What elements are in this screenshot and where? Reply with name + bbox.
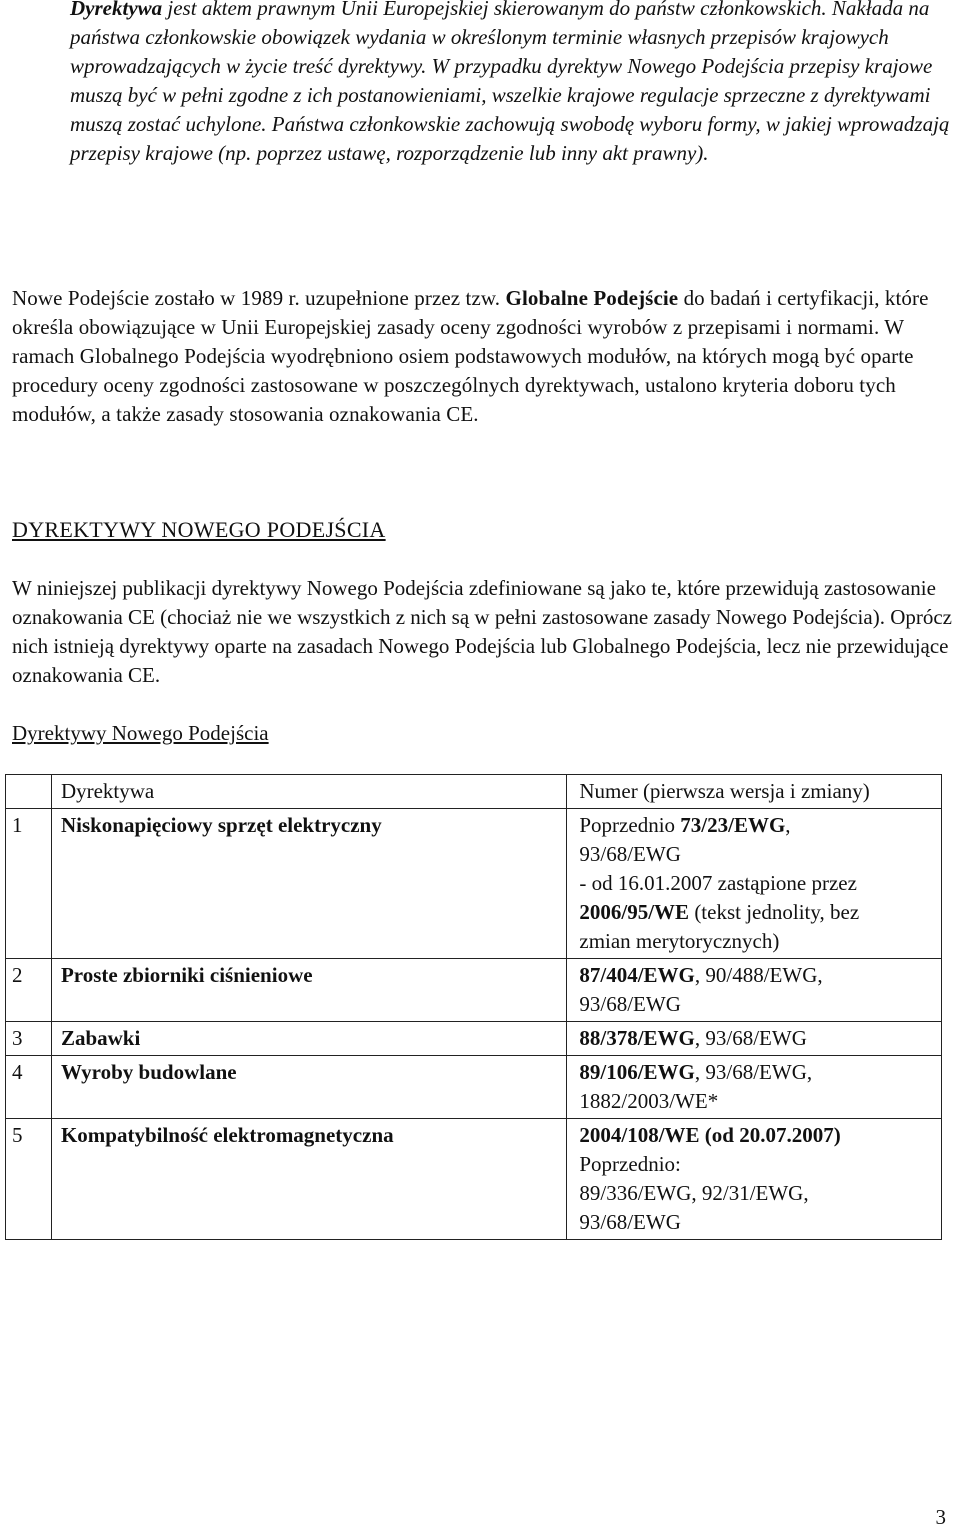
global-approach-term: Globalne Podejście [505, 286, 679, 310]
table-row [6, 1022, 942, 1056]
code-text: 1882/2003/WE* [579, 1089, 719, 1113]
directive-name: Proste zbiorniki ciśnieniowe [51, 959, 566, 1022]
row-number: 4 [6, 1056, 52, 1119]
code-bold: 73/23/EWG [680, 813, 786, 837]
row-number: 1 [6, 809, 52, 959]
code-text-after: , [785, 813, 791, 837]
code-text-after: , 93/68/EWG [694, 1026, 807, 1050]
directives-table [5, 774, 942, 1240]
global-approach-text-start: Nowe Podejście zostało w 1989 r. uzupełnione przez tzw. [12, 286, 506, 310]
page-number: 3 [935, 1505, 946, 1529]
table-row [6, 959, 942, 1022]
code-bold: 88/378/EWG [579, 1026, 695, 1050]
code-text: 89/336/EWG, 92/31/EWG, [579, 1181, 809, 1205]
code-line [579, 898, 935, 927]
code-text: 93/68/EWG [579, 842, 681, 866]
section-heading: DYREKTYWY NOWEGO PODEJŚCIA [12, 517, 386, 542]
global-approach-paragraph [12, 284, 954, 429]
code-line [579, 927, 935, 956]
code-text: Poprzednio [579, 813, 681, 837]
global-approach-text-end: do badań i certyfikacji, które określa obowiązujące w Unii Europejskiej zasady oceny zgodności wyrobów z przepisami i normami. W ramach Globalnego Podejścia wyodrębniono osiem podstawowych modułów, na których mogą być oparte procedury oceny zgodności zastosowane w poszczególnych dyrektywach, ustalono kryteria doboru tych modułów, a także zasady stosowania oznakowania CE. [12, 286, 929, 426]
code-line [579, 990, 935, 1019]
row-number: 5 [6, 1119, 52, 1240]
code-text-after: (tekst jednolity, bez [689, 900, 860, 924]
section-paragraph-text: W niniejszej publikacji dyrektywy Nowego Podejścia zdefiniowane są jako te, które przewidują zastosowanie oznakowania CE (chociaż nie we wszystkich z nich są w pełni zastosowane zasady Nowego Podejścia). Oprócz nich istnieją dyrektywy oparte na zasadach Nowego Podejścia lub Globalnego Podejścia, lecz nie przewidujące oznakowania CE. [12, 576, 953, 687]
code-text: zmian merytorycznych) [579, 929, 780, 953]
code-line [579, 869, 935, 898]
code-line [579, 1058, 935, 1087]
directive-definition-paragraph [70, 0, 950, 168]
row-number: 2 [6, 959, 52, 1022]
directive-name: Kompatybilność elektromagnetyczna [51, 1119, 566, 1240]
section-paragraph [12, 574, 952, 690]
directive-name: Zabawki [51, 1022, 566, 1056]
header-code-cell: Numer (pierwsza wersja i zmiany) [567, 775, 942, 809]
table-row [6, 809, 942, 959]
directive-codes [567, 959, 942, 1022]
code-line [579, 961, 935, 990]
code-bold: 89/106/EWG [579, 1060, 695, 1084]
code-text-after: , 90/488/EWG, [694, 963, 823, 987]
code-line [579, 1024, 935, 1053]
directive-codes [567, 1119, 942, 1240]
directive-codes [567, 809, 942, 959]
code-line [579, 1150, 935, 1179]
directive-codes [567, 1022, 942, 1056]
directive-codes [567, 1056, 942, 1119]
code-text: Poprzednio: [579, 1152, 681, 1176]
code-line [579, 811, 935, 840]
code-text: - od 16.01.2007 zastąpione przez [579, 871, 857, 895]
table-row [6, 1056, 942, 1119]
code-text-after: , 93/68/EWG, [694, 1060, 813, 1084]
code-line [579, 840, 935, 869]
code-bold: 2004/108/WE (od 20.07.2007) [579, 1123, 841, 1147]
code-bold: 2006/95/WE [579, 900, 690, 924]
header-directive-cell: Dyrektywa [51, 775, 566, 809]
code-line [579, 1087, 935, 1116]
table-row [6, 1119, 942, 1240]
header-number-cell [6, 775, 52, 809]
row-number: 3 [6, 1022, 52, 1056]
table-subheading: Dyrektywy Nowego Podejścia [12, 721, 269, 745]
code-line [579, 1179, 935, 1208]
code-line [579, 1121, 935, 1150]
directive-name: Wyroby budowlane [51, 1056, 566, 1119]
directive-name: Niskonapięciowy sprzęt elektryczny [51, 809, 566, 959]
directive-term: Dyrektywa [70, 0, 163, 20]
code-bold: 87/404/EWG [579, 963, 695, 987]
code-text: 93/68/EWG [579, 992, 681, 1016]
code-text: 93/68/EWG [579, 1210, 681, 1234]
table-header-row [6, 775, 942, 809]
directive-definition-text: jest aktem prawnym Unii Europejskiej skierowanym do państw członkowskich. Nakłada na państwa członkowskie obowiązek wydania w określonym terminie własnych przepisów krajowych wprowadzających w życie treść dyrektywy. W przypadku dyrektyw Nowego Podejścia przepisy krajowe muszą być w pełni zgodne z ich postanowieniami, wszelkie krajowe regulacje sprzeczne z dyrektywami muszą zostać uchylone. Państwa członkowskie zachowują swobodę wyboru formy, w jakiej wprowadzają przepisy krajowe (np. poprzez ustawę, rozporządzenie lub inny akt prawny). [70, 0, 950, 165]
code-line [579, 1208, 935, 1237]
